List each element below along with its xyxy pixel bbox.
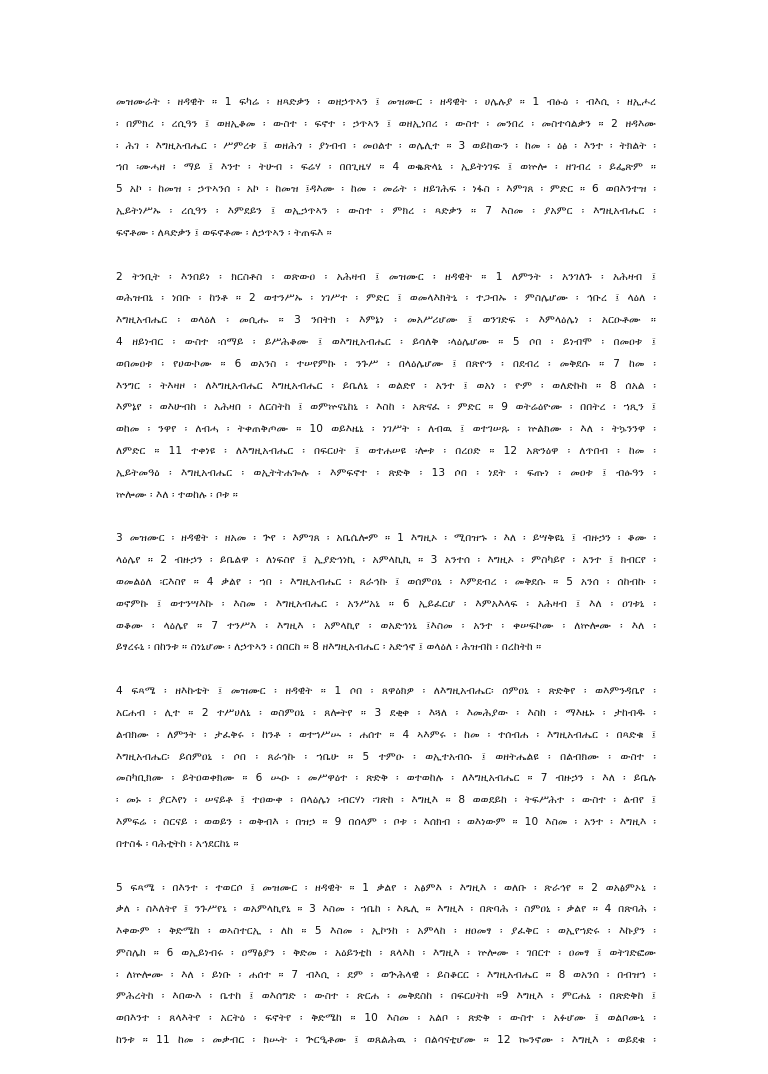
text-line: 2 ትንቢት ፡ እንበይነ ፡ ክርስቶስ ፡ ወጽውዐ ፡ አሕዛብ ፤ መዝሙር ፡ ዘዳዊት ። 1 ለምንት ፡ አንገለጉ ፡ አሕዛብ ፤	[116, 270, 656, 283]
psalm-5-paragraph	[116, 878, 656, 1052]
psalm-4-paragraph	[116, 681, 656, 855]
text-line: ፡ መኑ ፡ ያርእየነ ፡ ሠናይቶ ፤ ተዐውቀ ፡ በላዕሌነ ፡ብርሃነ ፡ገጽከ ፡ እግዚእ ። 8 ወወደይከ ፡ ትፍሥሕተ ፡ ውስተ ፡ ልብየ ፤	[116, 794, 656, 807]
text-line: ወሕዝብኒ ፡ ነበቡ ፡ ከንቶ ። 2 ወተንሥኡ ፡ ነገሥተ ፡ ምድር ፤ ወመላእክትኒ ፡ ተጋብኡ ፡ ምስሌሆሙ ፡ ኅቡረ ፤ ላዕለ ፡	[116, 292, 656, 305]
text-line: እንግር ፡ ትእዛዞ ፡ ለእግዚአብሔር እግዚአብሔር ፡ ይቤለኒ ፡ ወልድየ ፡ አንተ ፤ ወአነ ፡ ዮም ፡ ወለድኩከ ። 8 ሰአል ፡	[116, 379, 656, 392]
text-line: ፡ በምክረ ፡ ረሲዓን ፤ ወዘኢቆመ ፡ ውስተ ፡ ፍኖተ ፡ ኃጥኣን ፤ ወዘኢነበረ ፡ ውስተ ፡ መንበረ ፡ መስተሳልቃን ። 2 ዘዳእሙ	[116, 117, 656, 130]
text-line: ወኖምኩ ፤ ወተንሣእኩ ፡ እስመ ፡ እግዚአብሔር ፡ አንሥአኒ ። 6 ኢይፈርሆ ፡ እምአእላፍ ፡ አሕዛብ ፤ እለ ፡ ዐገቱኒ ፡	[116, 597, 656, 610]
text-line: እምፍሬ ፡ ስርናይ ፡ ወወይን ፡ ወቅብእ ፡ በዝኃ ። 9 በሰላም ፡ ቦቱ ፡ እሰክብ ፡ ወእነውም ። 10 እስመ ፡ አንተ ፡ እግዚእ ፡	[116, 815, 656, 828]
text-line: ወከመ ፡ ንዋየ ፡ ለብሓ ፡ ትቀጠቅጦሙ ። 10 ወይእዜኒ ፡ ነገሥት ፡ ለብዉ ፤ ወተገሠጹ ፡ ኵልክሙ ፡ እለ ፡ ትኴንንዋ ፡	[116, 423, 656, 436]
text-line: ልብክሙ ፡ ለምንት ፡ ታፈቅሩ ፡ ከንቶ ፡ ወተኀሥሡ ፡ ሐሰተ ። 4 ኣእምሩ ፡ ከመ ፡ ተሰብሐ ፡ እግዚአብሔር ፡ በጻድቁ ፤	[116, 728, 656, 741]
psalm-3-paragraph	[116, 528, 656, 659]
text-line: ኢይትመዓዕ ፡ እግዚአብሔር ፡ ወኢትትሐጐሉ ፡ እምፍኖተ ፡ ጽድቅ ፡ 13 ሶበ ፡ ነደት ፡ ፍጡነ ፡ መዐቱ ፤ ብፁዓን ፡	[116, 466, 656, 479]
text-line: 4 ዘይነብር ፡ ውስተ ፡ሰማይ ፡ ይሥሕቆሙ ፤ ወእግዚአብሔር ፡ ይሳለቅ ፡ላዕሌሆሙ ። 5 ሶበ ፡ ይነብሞ ፡ በመዐቱ ፤	[116, 335, 656, 348]
text-line: አርሐብ ፡ ሊተ ። 2 ተሥሀለኒ ፡ ወስምዐኒ ፡ ጸሎትየ ። 3 ደቂቀ ፡ እጓለ ፡ እመሕያው ፡ እስከ ፡ ማእዜኑ ፡ ታከብዱ ፡	[116, 706, 656, 719]
text-line: ወበእንተ ፡ ጸላእትየ ፡ አርትዕ ፡ ፍኖትየ ፡ ቅድሜከ ። 10 እስመ ፡ አልቦ ፡ ጽድቅ ፡ ውስተ ፡ አፉሆሙ ፤ ወልቦሙኒ ፡	[116, 1012, 656, 1025]
psalm-1-paragraph	[116, 92, 656, 245]
text-line: ኵሎሙ ፡ እለ ፡ ተወከሉ ፡ ቦቱ ።	[116, 488, 238, 501]
text-line: ለምድር ። 11 ተቀነዩ ፡ ለእግዚአብሔር ፡ በፍርሀት ፤ ወተሐሠዩ ፡ሎቱ ፡ በረዐድ ። 12 አጽንዕዋ ፡ ለጥበብ ፡ ከመ ፡	[116, 444, 656, 457]
text-line: ፡ ሕገ ፡ እግዚአብሔር ፡ ሥምረቱ ፤ ወዘሕጎ ፡ ያነብብ ፡ መዐልተ ፡ ወሌሊተ ። 3 ወይከውን ፡ ከመ ፡ ዕፅ ፡ እንተ ፡ ትክልት ፡	[116, 139, 656, 152]
text-line: ኀበ ፡ሙሓዘ ፡ ማይ ፤ እንተ ፡ ትሁብ ፡ ፍሬሃ ፡ በበጊዜሃ ። 4 ወቈጽላኒ ፡ ኢይትነገፍ ፤ ወኵሎ ፡ ዘገብረ ፡ ይፌጽም ።	[116, 161, 656, 174]
text-line: 5 አኮ ፡ ከመዝ ፡ ኃጥኣንሰ ፡ አኮ ፡ ከመዝ ፤ዳእሙ ፡ ከመ ፡ መሬት ፡ ዘይገሕፍ ፡ ነፋስ ፡ እምገጸ ፡ ምድር ። 6 ወበእንተዝ ፡	[116, 183, 656, 196]
text-line: ቃለ ፡ ስእለትየ ፤ ንጉሥየኒ ፡ ወአምላኪየኒ ። 3 እስመ ፡ ኀቤከ ፡ እጼሊ ። እግዚእ ፡ በጽባሕ ፡ ስምዐኒ ፡ ቃልየ ። 4 በጽባሕ ፡	[116, 903, 656, 916]
document-page	[116, 92, 656, 1074]
text-line: እግዚአብሔር፡ ይሰምዐኒ ፡ ሶበ ፡ ጸራኅኩ ፡ ኀቤሁ ። 5 ተምዑ ፡ ወኢተአብሱ ፤ ወዘትሔልዩ ፡ በልብክሙ ፡ ውስተ ፡	[116, 750, 656, 763]
text-line: 3 መዝሙር ፡ ዘዳዊት ፡ ዘአመ ፡ ጕየ ፡ እምገጸ ፡ አቤሴሎም ። 1 እግዚኦ ፡ ሚበዝኁ ፡ እለ ፡ ይሣቅዩኒ ፤ ብዙኃን ፡ ቆሙ ፡	[116, 532, 656, 545]
text-line: ላዕሌየ ። 2 ብዙኃን ፡ ይቤልዋ ፡ ለነፍስየ ፤ ኢያድኅነኪ ፡ አምላኪኪ ። 3 አንተሰ ፡ እግዚኦ ፡ ምስካይየ ፡ አንተ ፤ ክብርየ ፡	[116, 554, 656, 567]
text-line: ፍኖቶሙ ፡ ለጻድቃን ፤ ወፍኖቶሙ ፡ ለኃጥኣን ፡ ትጠፍእ ።	[116, 226, 332, 239]
text-line: ወመልዕለ ፡ርእስየ ። 4 ቃልየ ፡ ኀበ ፡ እግዚአብሔር ፡ ጸራኅኩ ፤ ወሰምዐኒ ፡ እምደብረ ፡ መቅደሱ ። 5 አንሰ ፡ ሰከብኩ ፡	[116, 575, 656, 588]
psalm-2-paragraph	[116, 267, 656, 507]
text-line: 5 ፍጻሜ ፡ በእንተ ፡ ተወርሶ ፤ መዝሙር ፡ ዘዳዊት ። 1 ቃልየ ፡ አፅምእ ፡ እግዚእ ፡ ወለቡ ፡ ጽራኅየ ። 2 ወአፅምኦኒ ፡	[116, 881, 656, 894]
text-line: ፡ ለኵሎሙ ፡ እለ ፡ ይነቡ ፡ ሐሰተ ። 7 ብእሲ ፡ ደም ፡ ወጕሕላዊ ፡ ይስቆርር ፡ እግዚአብሔር ። 8 ወአንሰ ፡ በብዝኀ ፡	[116, 968, 656, 981]
text-line: ወቆሙ ፡ ላዕሌየ ። 7 ተንሥእ ፡ እግዚእ ፡ አምላኪየ ፡ ወአድኅነኒ ፤እስመ ፡ አንተ ፡ ቀሠፍኮሙ ፡ ለኵሎሙ ፡ እለ ፡	[116, 619, 656, 632]
text-line: መስካቢክሙ ፡ ይትዐወቀክሙ ። 6 ሡዑ ፡ መሥዋዕተ ፡ ጽድቅ ፡ ወተወከሉ ፡ ለእግዚአብሔር ። 7 ብዙኃን ፡ እለ ፡ ይቤሉ	[116, 772, 656, 785]
text-line: መዝሙራት ፡ ዘዳዊት ። 1 ፍካሬ ፡ ዘጻድቃን ፡ ወዘኃጥኣን ፤ መዝሙር ፡ ዘዳዊት ፡ ሀሌሉያ ። 1 ብፁዕ ፡ ብእሲ ፡ ዘኢሖረ	[116, 96, 656, 108]
text-line: ምስሌከ ። 6 ወኢይነብሩ ፡ ዐማፅያን ፡ ቅድመ ፡ አዕይንቲከ ፡ ጸላእከ ፡ እግዚእ ፡ ኵሎሙ ፡ ገበርተ ፡ ዐመፃ ፤ ወትገድፎሙ	[116, 946, 656, 959]
text-line: እምኔየ ፡ ወእሁብከ ፡ አሕዛበ ፡ ለርስትከ ፤ ወምኵናኒከኒ ፡ እስከ ፡ አጽናፈ ፡ ምድር ። 9 ወትሬዕዮሙ ፡ በበትረ ፡ ኀጺን ፤	[116, 401, 656, 414]
text-line: ኢይትነሥኡ ፡ ረሲዓን ፡ እምደይን ፤ ወኢኃጥኣን ፡ ውስተ ፡ ምክረ ፡ ጻድቃን ። 7 እስመ ፡ ያአምር ፡ እግዚአብሔር ፡	[116, 204, 656, 217]
text-line: በተስፋ ፡ ባሕቲትከ ፡ አኅደርከኒ ።	[116, 837, 239, 850]
text-line: እቀውም ፡ ቅድሜከ ፡ ወኣስተርኢ ፡ ለከ ። 5 እስመ ፡ ኢኮንከ ፡ አምላከ ፡ ዘዐመፃ ፡ ያፈቅር ፡ ወኢየኀድሩ ፡ እኩያን ፡	[116, 925, 656, 938]
text-line: ወበመዐቱ ፡ የሀውኮሙ ። 6 ወአንስ ፡ ተሠየምኩ ፡ ንጉሥ ፡ በላዕሌሆሙ ፤ በጽዮን ፡ በደብረ ፡ መቅደሱ ። 7 ከመ ፡	[116, 357, 656, 370]
text-line: ምሕረትከ ፡ እበውእ ፡ ቤተከ ፤ ወእሰግድ ፡ ውስተ ፡ ጽርሐ ፡ መቅደስከ ፡ በፍርሀትከ ።9 እግዚእ ፡ ምርሐኒ ፡ በጽድቅከ ፤	[116, 990, 656, 1003]
text-line: ከንቱ ። 11 ከመ ፡ መቃብር ፡ ክሡት ፡ ጕርዒቶሙ ፤ ወጸልሕዉ ፡ በልሳናቲሆሙ ። 12 ኰንኖሙ ፡ እግዚእ ፡ ወይደቁ ፡	[116, 1034, 656, 1047]
text-line: ይፃረሩኒ ፡ በከንቱ ። ስነኒሆሙ ፡ ለኃጥኣን ፡ ሰበርከ ። 8 ዘእግዚአብሔር ፡ አድኅኖ ፤ ወላዕለ ፡ ሕዝብከ ፡ በረከትከ ።	[116, 641, 542, 654]
text-line: እግዚአብሔር ፡ ወላዕለ ፡ መሲሑ ። 3 ንበትክ ፡ እምኔነ ፡ መአሥሪሆሙ ፤ ወንገድፍ ፡ እምላዕሌነ ፡ አርዑቶሙ ።	[116, 314, 656, 327]
text-line: 4 ፍጻሜ ፡ ዘእኩቴት ፤ መዝሙር ፡ ዘዳዊት ። 1 ሶበ ፡ ጸዋዕክዎ ፡ ለእግዚአብሔር፡ ሰምዐኒ ፡ ጽድቅየ ፡ ወእምንዳቤየ ፡	[116, 685, 656, 698]
